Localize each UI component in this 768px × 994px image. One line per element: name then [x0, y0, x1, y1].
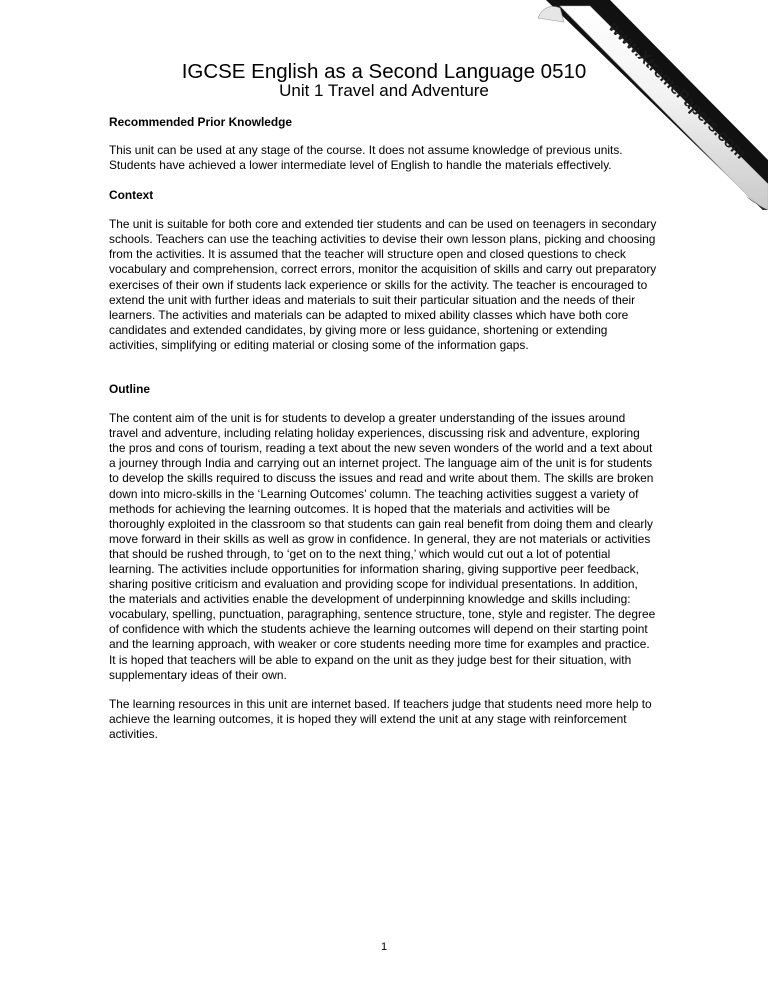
- document-body: [109, 115, 657, 742]
- ribbon-fold: [538, 6, 564, 22]
- page-number: 1: [380, 941, 388, 953]
- ribbon-text: www.XtremePapers.com: [605, 18, 749, 163]
- paragraph-prior-knowledge: This unit can be used at any stage of the course. It does not assume knowledge of previous units. Students have achieved a lower intermediate level of English to handle the materials effectively.: [109, 143, 623, 173]
- paragraph-learning-resources: The learning resources in this unit are internet based. If teachers judge that students need more help to achieve the learning outcomes, it is hoped they will extend the unit at any stage with reinforcement activities.: [109, 696, 652, 741]
- document-subtitle: Unit 1 Travel and Adventure: [279, 81, 489, 100]
- paragraph-context: The unit is suitable for both core and extended tier students and can be used on teenagers in secondary schools. Teachers can use the teaching activities to devise their own lesson plans, picking and choosing from the activities. It is assumed that the teacher will structure open and closed questions to check vocabulary and comprehension, correct errors, monitor the acquisition of skills and carry out preparatory exercises of their own if students lack experience or skills for the activity. The teacher is encouraged to extend the unit with further ideas and materials to suit their particular situation and the needs of their learners. The activities and materials can be adapted to mixed ability classes which have both core candidates and extended candidates, by giving more or less guidance, shortening or extending activities, simplifying or editing material or closing some of the information gaps.: [109, 217, 657, 352]
- heading-context: Context: [109, 188, 154, 203]
- heading-outline: Outline: [109, 382, 150, 397]
- heading-prior-knowledge: Recommended Prior Knowledge: [109, 115, 293, 129]
- paragraph-outline: The content aim of the unit is for students to develop a greater understanding of the issues around travel and adventure, including relating holiday experiences, discussing risk and adventure, exploring the pros and cons of tourism, reading a text about the new seven wonders of the world and a text about a journey through India and carrying out an internet project. The language aim of the unit is for students to develop the skills required to discuss the issues and read and write about them. The skills are broken down into micro-skills in the ‘Learning Outcomes’ column. The teaching activities suggest a variety of methods for achieving the learning outcomes. It is hoped that the materials and activities will be thoroughly exploited in the classroom so that students can gain real benefit from doing them and clearly move forward in their skills as well as grow in confidence. In general, they are not materials or activities that should be rushed through, to ‘get on to the next thing,’ which would cut out a lot of potential learning. The activities include opportunities for information sharing, giving supportive peer feedback, sharing positive criticism and evaluation and providing scope for individual presentations. In addition, the materials and activities enable the development of underpinning knowledge and skills including: vocabulary, spelling, punctuation, paragraphing, sentence structure, tone, style and register. The degree of confidence with which the students achieve the learning outcomes will depend on their starting point and the learning approach, with weaker or core students needing more time for examples and practice. It is hoped that teachers will be able to expand on the unit as they judge best for their situation, with supplementary ideas of their own.: [109, 411, 656, 682]
- document-title: IGCSE English as a Second Language 0510: [181, 60, 587, 83]
